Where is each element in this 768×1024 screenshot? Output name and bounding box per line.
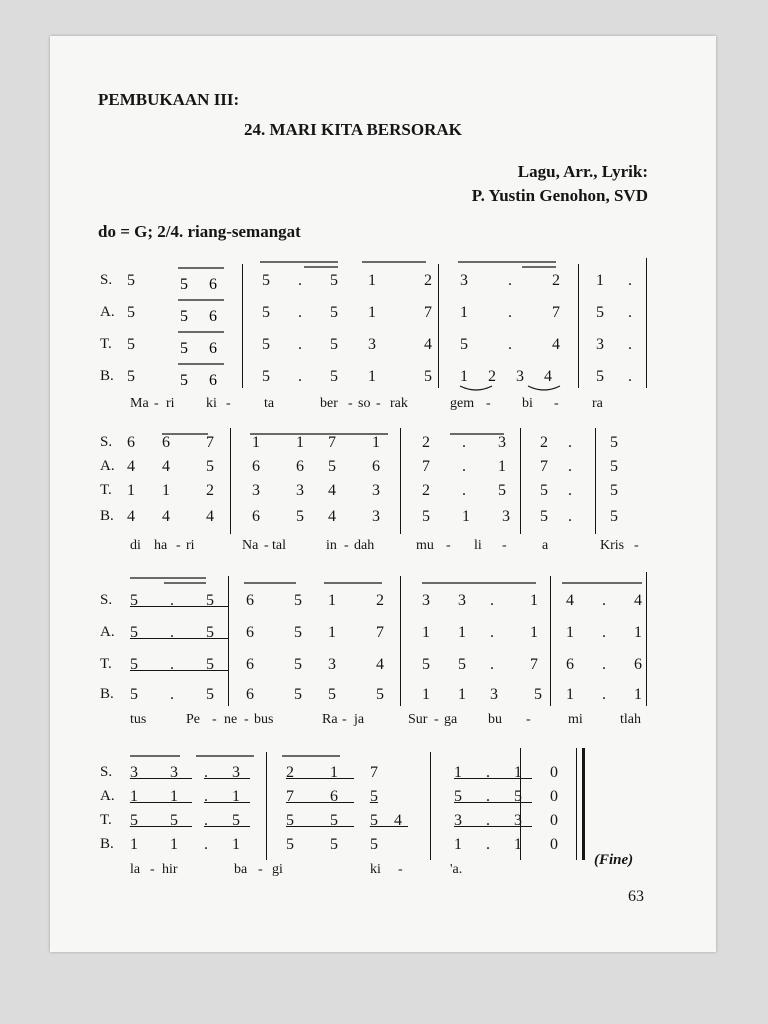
- note: 6 5: [246, 592, 320, 609]
- note: 1: [127, 482, 135, 499]
- note: 7: [370, 764, 378, 781]
- note: . 1: [204, 836, 250, 853]
- note: 2 1: [286, 764, 354, 781]
- note: 2 . 3: [422, 434, 520, 451]
- lyric: -: [344, 538, 349, 553]
- note: 1 . 1: [454, 764, 532, 781]
- lyric: -: [526, 712, 531, 727]
- lyric: mi: [568, 712, 583, 727]
- note: 3 4: [328, 656, 402, 673]
- lyric: -: [154, 396, 159, 411]
- lyric: ri: [166, 396, 175, 411]
- note: 5 . 5: [454, 788, 532, 805]
- note: 1 . 1: [454, 836, 532, 853]
- lyric: in: [326, 538, 337, 553]
- note: 1 2: [162, 482, 230, 499]
- voice-label-tenor: T.: [100, 482, 112, 498]
- note: 5 5: [286, 836, 354, 853]
- note: 3 5: [490, 686, 558, 703]
- lyric: dah: [354, 538, 375, 553]
- note: 1 .: [596, 272, 642, 289]
- lyric: ta: [264, 396, 275, 411]
- note: . 7: [490, 656, 554, 673]
- voice-label-soprano: S.: [100, 764, 113, 780]
- note: 5 . 5: [130, 656, 228, 673]
- note: 3 . 2: [460, 272, 578, 289]
- lyric: -: [446, 538, 451, 553]
- lyric: rak: [390, 396, 408, 411]
- barline: [266, 752, 267, 860]
- voice-label-tenor: T.: [100, 656, 112, 672]
- lyric: Ma: [130, 396, 149, 411]
- note: 4: [127, 508, 135, 525]
- note: 5 1 3: [422, 508, 524, 525]
- lyric: Kris: [600, 538, 625, 553]
- voice-label-alto: A.: [100, 624, 115, 640]
- lyric: hir: [162, 862, 178, 877]
- note: 3 3: [422, 592, 478, 609]
- lyric: bi: [522, 396, 533, 411]
- note: 4 5: [162, 458, 230, 475]
- final-barline: [582, 748, 585, 860]
- lyric: -: [150, 862, 155, 877]
- note: 7 . 1: [422, 458, 520, 475]
- lyric: -: [244, 712, 249, 727]
- beam-lines: [126, 574, 666, 592]
- note: 3 3: [130, 764, 192, 781]
- note: 1 7: [368, 304, 454, 321]
- note: 5: [610, 434, 618, 451]
- voice-label-bass: B.: [100, 368, 114, 384]
- note: 5 5: [130, 812, 192, 829]
- song-title: 24. MARI KITA BERSORAK: [244, 120, 462, 139]
- note: 5: [180, 372, 188, 389]
- note: 5 . 4: [460, 336, 578, 353]
- note: 0: [550, 788, 558, 805]
- note: 1 1: [130, 836, 192, 853]
- note: 5: [610, 482, 618, 499]
- lyric: tus: [130, 712, 147, 727]
- note: 1 2 3 4: [460, 368, 560, 385]
- voice-label-bass: B.: [100, 836, 114, 852]
- voice-label-alto: A.: [100, 458, 115, 474]
- note: 6: [209, 276, 217, 293]
- note: 5 .: [596, 304, 642, 321]
- note: 4 . 4: [566, 592, 654, 609]
- lyric: bu: [488, 712, 502, 727]
- note: 1 2: [328, 592, 402, 609]
- note: 5 5: [422, 656, 478, 673]
- lyric: Sur: [408, 712, 428, 727]
- voice-label-alto: A.: [100, 788, 115, 804]
- barline: [430, 752, 431, 860]
- note: 5: [180, 340, 188, 357]
- voice-label-bass: B.: [100, 686, 114, 702]
- note: 5: [127, 368, 135, 385]
- voice-label-alto: A.: [100, 304, 115, 320]
- note: 6 5: [246, 624, 320, 641]
- note: 5 . 5: [262, 304, 350, 321]
- lyric: -: [634, 538, 639, 553]
- credit-label: Lagu, Arr., Lyrik:: [517, 162, 648, 181]
- voice-label-tenor: T.: [100, 336, 112, 352]
- note: 5 .: [540, 508, 580, 525]
- note: 3 4: [368, 336, 454, 353]
- voice-label-bass: B.: [100, 508, 114, 524]
- note: 1 . 7: [460, 304, 578, 321]
- lyric: -: [264, 538, 269, 553]
- lyric: gem: [450, 396, 475, 411]
- note: 5 . 5: [130, 624, 228, 641]
- slur-marks: [456, 384, 586, 396]
- note: 5 . 5: [130, 686, 228, 703]
- final-barline: [576, 748, 577, 860]
- lyric: so: [358, 396, 371, 411]
- fine-marking: (Fine): [594, 852, 634, 868]
- note: 6 6: [252, 458, 320, 475]
- composer-name: P. Yustin Genohon, SVD: [471, 186, 648, 205]
- note: 7 1: [328, 434, 396, 451]
- note: 0: [550, 836, 558, 853]
- lyric: ja: [354, 712, 365, 727]
- note: 5 5: [286, 812, 354, 829]
- beam-lines: [456, 256, 566, 276]
- lyric: bus: [254, 712, 274, 727]
- note: 1 1: [422, 686, 478, 703]
- note: 5 5: [328, 686, 402, 703]
- note: . 1: [204, 788, 250, 805]
- note: 5: [127, 336, 135, 353]
- lyric: ne: [224, 712, 238, 727]
- note: 3 3: [252, 482, 320, 499]
- lyric: tlah: [620, 712, 641, 727]
- barline: [228, 576, 229, 706]
- lyric: ber: [320, 396, 338, 411]
- lyric: -: [226, 396, 231, 411]
- lyric: Na: [242, 538, 259, 553]
- note: 1 1: [130, 788, 192, 805]
- beam-group: [176, 356, 236, 396]
- note: 6: [209, 340, 217, 357]
- lyric: mu: [416, 538, 434, 553]
- note: 6 5: [246, 686, 320, 703]
- note: 5 .: [596, 368, 642, 385]
- note: 5: [127, 304, 135, 321]
- lyric: 'a.: [450, 862, 463, 877]
- lyric: -: [434, 712, 439, 727]
- page-number: 63: [628, 888, 644, 905]
- lyric: -: [342, 712, 347, 727]
- lyric: -: [348, 396, 353, 411]
- note: 5: [370, 836, 378, 853]
- note: 3 . 3: [454, 812, 532, 829]
- note: 4: [127, 458, 135, 475]
- note: 2 .: [540, 434, 580, 451]
- voice-label-tenor: T.: [100, 812, 112, 828]
- note: 5 . 5: [262, 336, 350, 353]
- lyric: ha: [154, 538, 168, 553]
- note: 5 . 5: [130, 592, 228, 609]
- note: 1 7: [328, 624, 402, 641]
- voice-label-soprano: S.: [100, 592, 113, 608]
- lyric: la: [130, 862, 141, 877]
- note: 5: [180, 276, 188, 293]
- hymn-page: [50, 36, 716, 952]
- note: 6 5: [246, 656, 320, 673]
- note: . 3: [204, 764, 250, 781]
- note: 0: [550, 812, 558, 829]
- lyric: tal: [272, 538, 286, 553]
- note: 6 7: [162, 434, 230, 451]
- note: 6 . 6: [566, 656, 654, 673]
- note: 4 4: [162, 508, 230, 525]
- lyric: Ra: [322, 712, 338, 727]
- note: 0: [550, 764, 558, 781]
- barline: [646, 258, 647, 388]
- note: 1 2: [368, 272, 454, 289]
- barline: [578, 264, 579, 388]
- note: 2 . 5: [422, 482, 520, 499]
- lyric: -: [554, 396, 559, 411]
- note: 5: [610, 508, 618, 525]
- lyric: gi: [272, 862, 283, 877]
- lyric: -: [398, 862, 403, 877]
- lyric: -: [176, 538, 181, 553]
- lyric: ki: [370, 862, 381, 877]
- note: 7 6: [286, 788, 354, 805]
- note: 3 .: [596, 336, 642, 353]
- note: 6: [127, 434, 135, 451]
- lyric: -: [502, 538, 507, 553]
- lyric: Pe: [186, 712, 200, 727]
- note: 1 1: [252, 434, 320, 451]
- note: 1 1: [422, 624, 478, 641]
- note: . 1: [490, 624, 554, 641]
- note: 1 5: [368, 368, 454, 385]
- note: 5 4: [370, 812, 408, 829]
- note: 5 . 5: [262, 368, 350, 385]
- note: . 1: [490, 592, 554, 609]
- lyric: ga: [444, 712, 458, 727]
- lyric: ki: [206, 396, 217, 411]
- note: 6: [209, 372, 217, 389]
- lyric: a: [542, 538, 549, 553]
- note: 5: [127, 272, 135, 289]
- lyric: -: [376, 396, 381, 411]
- barline: [242, 264, 243, 388]
- note: 5 .: [540, 482, 580, 499]
- lyric: -: [486, 396, 491, 411]
- lyric: di: [130, 538, 141, 553]
- note: 7 .: [540, 458, 580, 475]
- note: 4 3: [328, 482, 396, 499]
- lyric: ra: [592, 396, 603, 411]
- note: 5: [180, 308, 188, 325]
- note: 5: [610, 458, 618, 475]
- note: 1 . 1: [566, 624, 654, 641]
- note: 6: [209, 308, 217, 325]
- note: 5 6: [328, 458, 396, 475]
- note: 4 3: [328, 508, 396, 525]
- note: 5 . 5: [262, 272, 350, 289]
- section-heading: PEMBUKAAN III:: [98, 90, 240, 109]
- lyric: -: [212, 712, 217, 727]
- lyric: -: [258, 862, 263, 877]
- voice-label-soprano: S.: [100, 272, 113, 288]
- note: . 5: [204, 812, 250, 829]
- key-tempo: do = G; 2/4. riang-semangat: [98, 222, 301, 241]
- note: 5: [370, 788, 378, 805]
- voice-label-soprano: S.: [100, 434, 113, 450]
- lyric: ri: [186, 538, 195, 553]
- lyric: ba: [234, 862, 248, 877]
- note: 1 . 1: [566, 686, 654, 703]
- lyric: li: [474, 538, 482, 553]
- note: 6 5: [252, 508, 320, 525]
